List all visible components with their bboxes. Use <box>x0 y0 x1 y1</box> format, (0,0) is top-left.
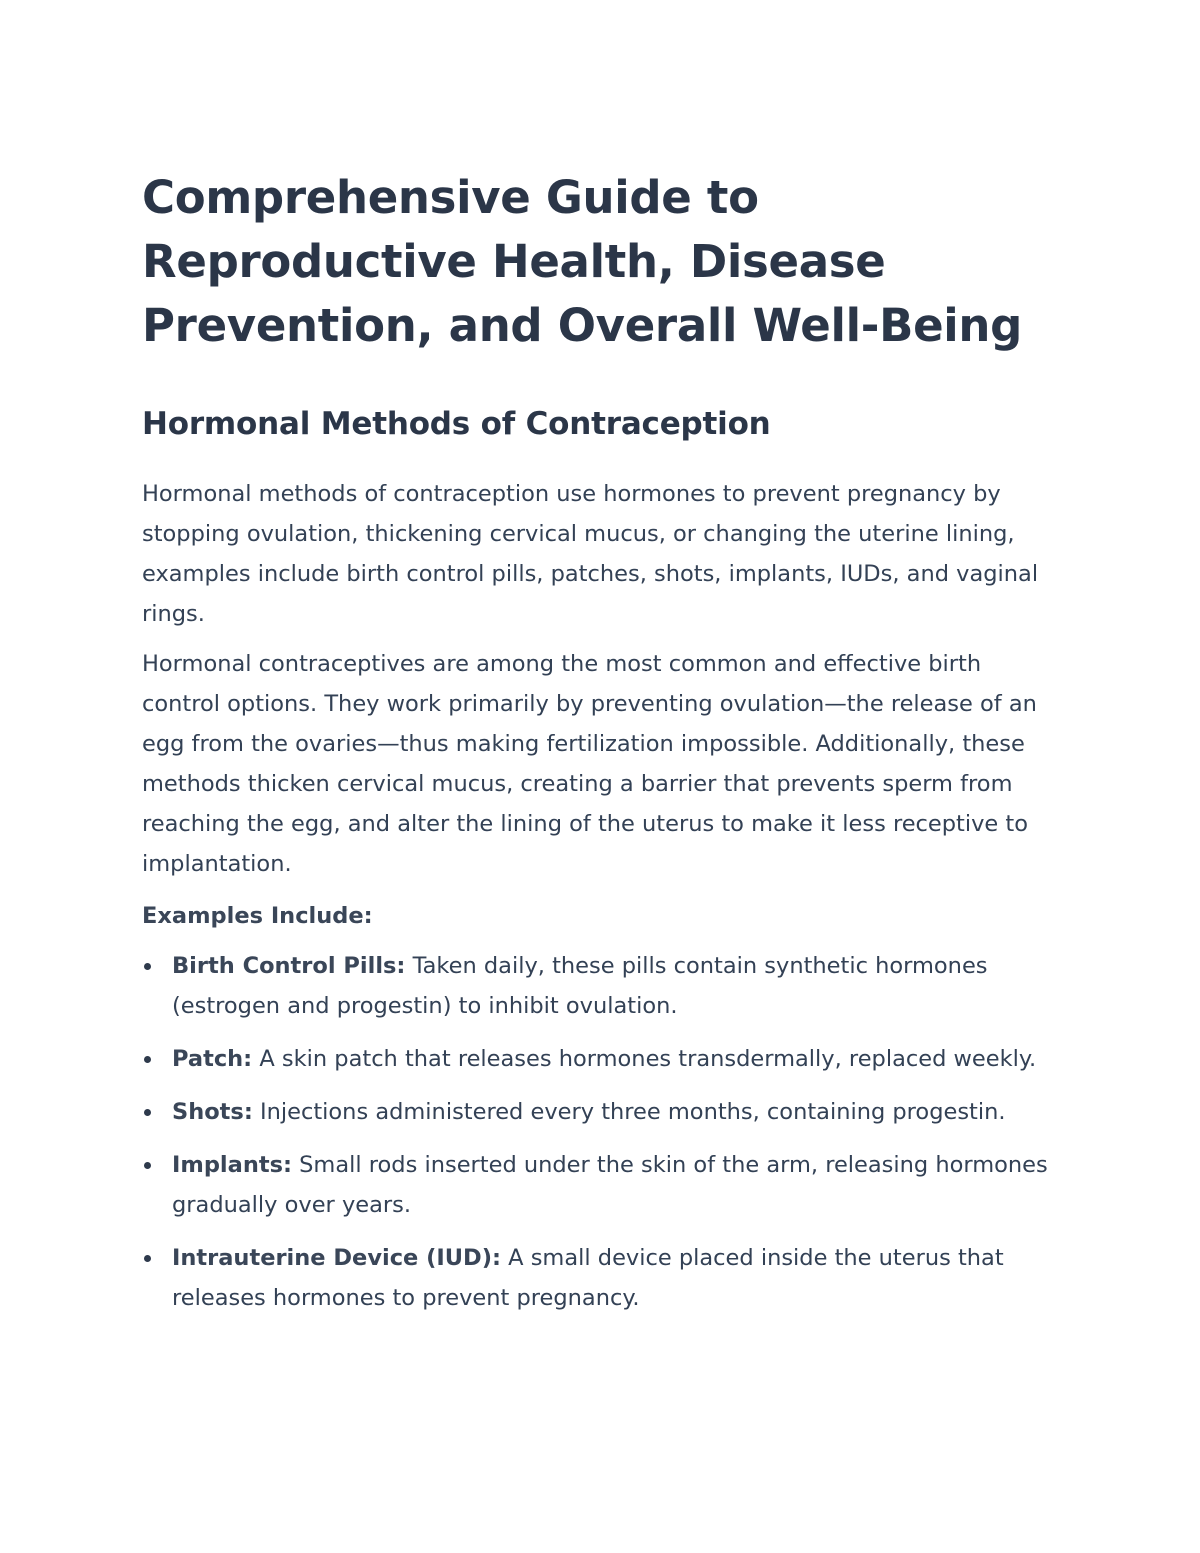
list-item <box>142 1145 1062 1225</box>
examples-list <box>142 946 1062 1318</box>
list-item <box>142 1039 1062 1079</box>
list-item-text: Small rods inserted under the skin of the arm, releasing hormones gradually over years. <box>172 1152 1048 1218</box>
intro-paragraph: Hormonal methods of contraception use hormones to prevent pregnancy by stopping ovulation, thickening cervical mucus, or changing the uterine lining, examples include birth control pills, patches, shots, implants, IUDs, and vaginal rings. <box>142 481 1039 627</box>
examples-label: Examples Include: <box>142 903 373 929</box>
list-item-term: Patch: <box>172 1046 253 1072</box>
list-item-term: Shots: <box>172 1099 253 1125</box>
bullet-icon <box>144 1255 151 1262</box>
list-item <box>142 946 1062 1026</box>
list-item <box>142 1238 1062 1318</box>
list-item-text: A skin patch that releases hormones transdermally, replaced weekly. <box>252 1046 1037 1072</box>
list-item-term: Implants: <box>172 1152 292 1178</box>
bullet-icon <box>144 963 151 970</box>
list-item-text: A small device placed inside the uterus that releases hormones to prevent pregnancy. <box>172 1245 1004 1311</box>
bullet-icon <box>144 1109 151 1116</box>
bullet-icon <box>144 1162 151 1169</box>
list-item-term: Intrauterine Device (IUD): <box>172 1245 502 1271</box>
list-item-text: Taken daily, these pills contain synthetic hormones (estrogen and progestin) to inhibit ovulation. <box>172 953 988 1019</box>
bullet-icon <box>144 1056 151 1063</box>
document-page <box>142 166 1062 1331</box>
document-title: Comprehensive Guide to Reproductive Health, Disease Prevention, and Overall Well-Being <box>142 171 1023 352</box>
section-heading: Hormonal Methods of Contraception <box>142 406 771 442</box>
list-item <box>142 1092 1062 1132</box>
details-paragraph: Hormonal contraceptives are among the most common and effective birth control options. They work primarily by preventing ovulation—the release of an egg from the ovaries—thus making fertilization impossible. Additionally, these methods thicken cervical mucus, creating a barrier that prevents sperm from reaching the egg, and alter the lining of the uterus to make it less receptive to implantation. <box>142 651 1037 877</box>
list-item-text: Injections administered every three months, containing progestin. <box>252 1099 1006 1125</box>
list-item-term: Birth Control Pills: <box>172 953 406 979</box>
